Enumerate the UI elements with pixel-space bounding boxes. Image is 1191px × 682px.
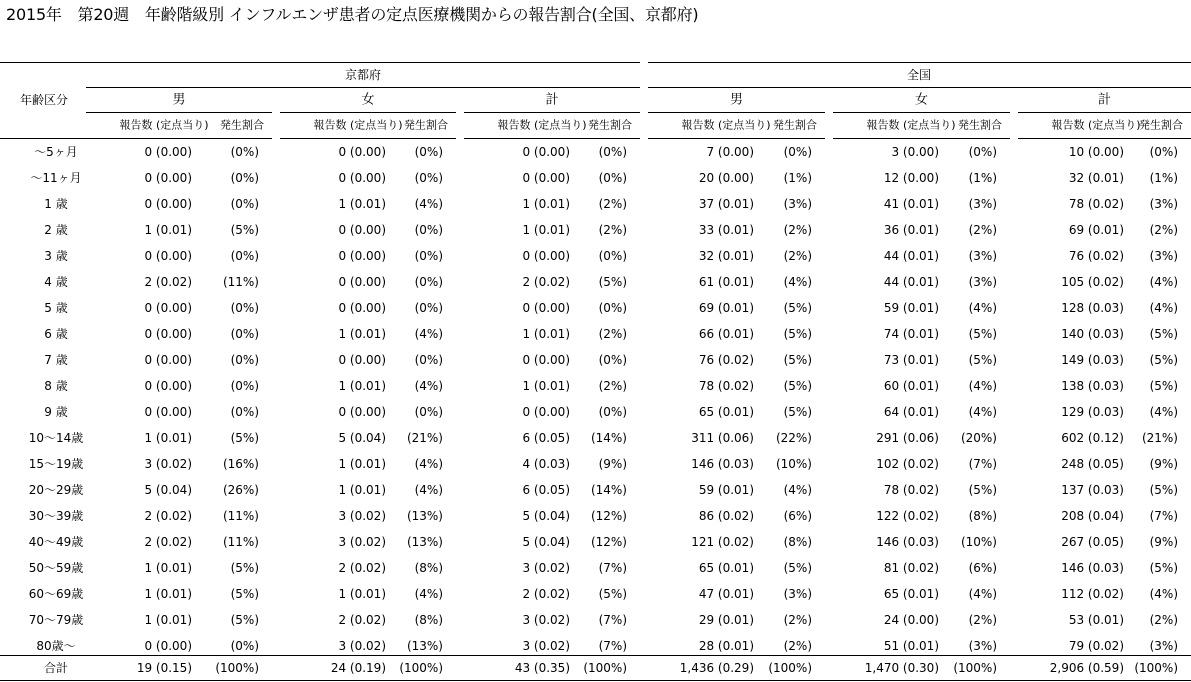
table-row-count: 0 (0.00) [144,327,192,341]
gender-header: 男 [172,92,186,108]
page-title: 2015年 第20週 年齢階級別 インフルエンザ患者の定点医療機関からの報告割合(全国、京都府) [6,5,699,24]
table-row-count: 0 (0.00) [522,353,570,367]
table-row-rate: (2%) [783,639,812,653]
count-column-header: 報告数 (定点当り) [681,118,771,132]
table-row-count: 1 (0.01) [522,197,570,211]
table-row-rate: (3%) [1149,197,1178,211]
table-row-rate: (0%) [414,249,443,263]
table-row-count: 5 (0.04) [338,431,386,445]
table-row-rate: (5%) [1149,327,1178,341]
table-row-rate: (4%) [414,379,443,393]
table-row-count: 65 (0.01) [883,587,939,601]
table-row-rate: (13%) [406,509,443,523]
table-row-rate: (5%) [598,587,627,601]
rate-column-header: 発生割合 [404,118,448,132]
table-row-rate: (0%) [414,405,443,419]
table-row-rate: (5%) [968,483,997,497]
table-row-rate: (3%) [783,587,812,601]
count-column-header: 報告数 (定点当り) [119,118,209,132]
table-row-count: 5 (0.04) [144,483,192,497]
table-row-count: 0 (0.00) [338,353,386,367]
table-row-rate: (5%) [598,275,627,289]
table-row-count: 76 (0.02) [1068,249,1124,263]
rate-column-header: 発生割合 [220,118,264,132]
table-row-count: 86 (0.02) [698,509,754,523]
table-row-count: 65 (0.01) [698,561,754,575]
table-row-rate: (0%) [230,197,259,211]
count-column-header: 報告数 (定点当り) [313,118,403,132]
total-row-count: 1,470 (0.30) [864,661,939,675]
table-row-rate: (5%) [1149,483,1178,497]
table-row-count: 69 (0.01) [1068,223,1124,237]
table-row-count: 64 (0.01) [883,405,939,419]
table-row-count: 311 (0.06) [691,431,754,445]
total-row-count: 43 (0.35) [514,661,570,675]
table-row-age-label: 9 歳 [44,405,68,419]
table-row-count: 1 (0.01) [338,483,386,497]
table-row-rate: (2%) [1149,613,1178,627]
table-row-rate: (0%) [968,145,997,159]
influenza-report-table [0,62,1191,682]
age-header: 年齢区分 [19,93,69,107]
table-row-count: 10 (0.00) [1068,145,1124,159]
count-column-header: 報告数 (定点当り) [497,118,587,132]
table-row-rate: (9%) [1149,535,1178,549]
table-row-rate: (2%) [598,223,627,237]
table-row-rate: (4%) [1149,275,1178,289]
table-row-rate: (2%) [783,613,812,627]
gender-header: 女 [361,92,375,108]
table-row-count: 128 (0.03) [1061,301,1124,315]
table-row-rate: (5%) [1149,379,1178,393]
table-row-count: 3 (0.00) [891,145,939,159]
table-row-rate: (6%) [783,509,812,523]
table-row-count: 1 (0.01) [522,379,570,393]
table-row-rate: (21%) [406,431,443,445]
table-row-count: 0 (0.00) [144,145,192,159]
table-row-age-label: 5 歳 [44,301,68,315]
table-row-rate: (0%) [1149,145,1178,159]
table-row-rate: (12%) [590,509,627,523]
table-row-rate: (5%) [968,353,997,367]
table-row-rate: (7%) [598,639,627,653]
table-row-count: 0 (0.00) [338,223,386,237]
table-row-count: 12 (0.00) [883,171,939,185]
table-row-count: 5 (0.04) [522,509,570,523]
table-row-count: 267 (0.05) [1061,535,1124,549]
table-row-count: 1 (0.01) [144,613,192,627]
table-text [20,67,1183,675]
table-row-rate: (3%) [783,197,812,211]
table-row-count: 33 (0.01) [698,223,754,237]
rate-column-header: 発生割合 [773,118,817,132]
table-row-count: 3 (0.02) [522,561,570,575]
table-row-count: 1 (0.01) [522,223,570,237]
table-row-age-label: 20〜29歳 [28,483,84,497]
table-row-count: 1 (0.01) [144,223,192,237]
table-row-rate: (0%) [598,301,627,315]
table-row-rate: (4%) [414,327,443,341]
table-row-count: 1 (0.01) [338,327,386,341]
gender-header: 女 [914,92,929,108]
table-row-count: 2 (0.02) [144,275,192,289]
table-row-count: 0 (0.00) [144,249,192,263]
table-row-rate: (5%) [1149,561,1178,575]
table-row-rate: (5%) [230,613,259,627]
table-row-count: 149 (0.03) [1061,353,1124,367]
table-row-count: 6 (0.05) [522,431,570,445]
table-row-rate: (4%) [414,197,443,211]
total-row-count: 24 (0.19) [330,661,386,675]
table-row-rate: (7%) [598,561,627,575]
table-row-rate: (0%) [230,249,259,263]
table-row-count: 121 (0.02) [691,535,754,549]
total-row-rate: (100%) [399,661,443,675]
table-row-count: 78 (0.02) [698,379,754,393]
table-row-rate: (4%) [968,405,997,419]
table-row-age-label: 15〜19歳 [28,457,84,471]
table-row-count: 32 (0.01) [1068,171,1124,185]
table-row-rate: (6%) [968,561,997,575]
table-row-rate: (3%) [968,639,997,653]
table-row-rate: (22%) [775,431,812,445]
table-row-rate: (2%) [783,223,812,237]
table-row-rate: (8%) [414,561,443,575]
table-row-count: 37 (0.01) [698,197,754,211]
table-row-count: 1 (0.01) [338,379,386,393]
table-row-rate: (11%) [222,535,259,549]
table-row-count: 0 (0.00) [522,301,570,315]
rate-column-header: 発生割合 [958,118,1002,132]
table-row-count: 0 (0.00) [338,145,386,159]
table-row-age-label: 4 歳 [44,275,68,289]
table-row-count: 1 (0.01) [522,327,570,341]
total-row-count: 19 (0.15) [136,661,192,675]
table-row-count: 0 (0.00) [522,405,570,419]
table-row-rate: (3%) [1149,639,1178,653]
table-row-count: 20 (0.00) [698,171,754,185]
table-row-count: 3 (0.02) [338,535,386,549]
table-row-count: 0 (0.00) [144,639,192,653]
table-row-count: 2 (0.02) [338,561,386,575]
total-row-rate: (100%) [768,661,812,675]
table-row-rate: (10%) [960,535,997,549]
table-row-rate: (3%) [968,197,997,211]
table-row-count: 24 (0.00) [883,613,939,627]
table-row-age-label: 60〜69歳 [28,587,84,601]
table-row-rate: (4%) [968,587,997,601]
table-row-rate: (0%) [230,171,259,185]
table-row-count: 0 (0.00) [144,301,192,315]
rate-column-header: 発生割合 [588,118,632,132]
table-row-count: 76 (0.02) [698,353,754,367]
table-row-count: 0 (0.00) [144,353,192,367]
table-row-age-label: 3 歳 [44,249,68,263]
total-row-rate: (100%) [1134,661,1178,675]
table-row-rate: (5%) [783,561,812,575]
table-row-count: 112 (0.02) [1061,587,1124,601]
table-row-count: 0 (0.00) [144,379,192,393]
table-row-age-label: 30〜39歳 [28,509,84,523]
table-row-count: 78 (0.02) [883,483,939,497]
table-row-rate: (0%) [414,171,443,185]
table-row-rate: (20%) [960,431,997,445]
table-row-rate: (7%) [598,613,627,627]
table-row-rate: (4%) [783,275,812,289]
table-row-count: 2 (0.02) [144,509,192,523]
table-row-rate: (4%) [1149,587,1178,601]
table-row-age-label: 〜11ヶ月 [30,171,82,185]
table-row-rate: (3%) [1149,249,1178,263]
table-row-rate: (5%) [968,327,997,341]
table-row-rate: (4%) [414,457,443,471]
table-row-count: 69 (0.01) [698,301,754,315]
table-row-count: 65 (0.01) [698,405,754,419]
table-row-count: 41 (0.01) [883,197,939,211]
table-row-count: 0 (0.00) [338,405,386,419]
table-row-rate: (2%) [598,379,627,393]
table-row-age-label: 2 歳 [44,223,68,237]
table-row-rate: (5%) [230,587,259,601]
total-row-count: 2,906 (0.59) [1049,661,1124,675]
table-row-count: 208 (0.04) [1061,509,1124,523]
region-header: 全国 [906,68,932,82]
table-row-rate: (0%) [414,275,443,289]
table-row-age-label: 40〜49歳 [28,535,84,549]
table-row-rate: (4%) [968,379,997,393]
table-row-age-label: 10〜14歳 [28,431,84,445]
table-row-rate: (0%) [230,405,259,419]
table-row-count: 44 (0.01) [883,249,939,263]
table-row-rate: (2%) [598,197,627,211]
table-row-rate: (0%) [230,379,259,393]
table-row-count: 4 (0.03) [522,457,570,471]
table-row-age-label: 6 歳 [44,327,68,341]
table-row-rate: (0%) [230,353,259,367]
table-row-rate: (13%) [406,535,443,549]
table-row-count: 1 (0.01) [144,431,192,445]
table-row-rate: (5%) [230,223,259,237]
table-row-rate: (14%) [590,483,627,497]
table-row-rate: (0%) [414,353,443,367]
table-row-rate: (0%) [230,639,259,653]
table-row-rate: (5%) [230,431,259,445]
table-row-count: 102 (0.02) [876,457,939,471]
table-row-rate: (4%) [414,483,443,497]
table-row-count: 0 (0.00) [522,145,570,159]
table-row-age-label: 80歳〜 [36,639,76,653]
table-row-age-label: 1 歳 [44,197,68,211]
table-row-count: 78 (0.02) [1068,197,1124,211]
table-row-count: 146 (0.03) [876,535,939,549]
table-row-age-label: 70〜79歳 [28,613,84,627]
table-row-rate: (8%) [968,509,997,523]
table-row-count: 146 (0.03) [691,457,754,471]
table-row-rate: (9%) [1149,457,1178,471]
table-row-count: 36 (0.01) [883,223,939,237]
table-row-count: 2 (0.02) [144,535,192,549]
table-row-rate: (0%) [598,405,627,419]
table-row-rate: (11%) [222,275,259,289]
table-row-rate: (0%) [598,249,627,263]
table-row-rate: (5%) [1149,353,1178,367]
region-header: 京都府 [344,68,382,82]
table-row-count: 129 (0.03) [1061,405,1124,419]
table-row-count: 248 (0.05) [1061,457,1124,471]
table-row-rate: (26%) [222,483,259,497]
gender-header: 計 [545,92,559,108]
table-row-count: 0 (0.00) [522,171,570,185]
table-row-count: 2 (0.02) [522,275,570,289]
table-row-rate: (8%) [783,535,812,549]
table-row-rate: (0%) [783,145,812,159]
table-row-count: 122 (0.02) [876,509,939,523]
table-row-count: 3 (0.02) [338,509,386,523]
table-row-count: 66 (0.01) [698,327,754,341]
table-row-rate: (3%) [968,275,997,289]
table-row-rate: (0%) [230,145,259,159]
table-row-count: 7 (0.00) [706,145,754,159]
table-row-count: 0 (0.00) [144,405,192,419]
table-row-count: 602 (0.12) [1061,431,1124,445]
table-row-count: 1 (0.01) [338,587,386,601]
table-row-count: 79 (0.02) [1068,639,1124,653]
table-row-rate: (3%) [968,249,997,263]
table-row-rate: (5%) [230,561,259,575]
table-row-rate: (13%) [406,639,443,653]
table-row-count: 140 (0.03) [1061,327,1124,341]
table-row-count: 3 (0.02) [522,639,570,653]
table-row-count: 2 (0.02) [522,587,570,601]
table-row-count: 0 (0.00) [338,301,386,315]
table-row-rate: (7%) [1149,509,1178,523]
table-row-count: 0 (0.00) [338,275,386,289]
table-row-count: 51 (0.01) [883,639,939,653]
table-row-count: 3 (0.02) [522,613,570,627]
table-row-rate: (4%) [968,301,997,315]
table-row-rate: (9%) [598,457,627,471]
table-row-age-label: 7 歳 [44,353,68,367]
rate-column-header: 発生割合 [1139,118,1183,132]
table-row-count: 137 (0.03) [1061,483,1124,497]
table-row-count: 44 (0.01) [883,275,939,289]
table-row-count: 28 (0.01) [698,639,754,653]
table-row-rate: (4%) [1149,405,1178,419]
table-row-rate: (4%) [1149,301,1178,315]
table-row-rate: (1%) [1149,171,1178,185]
table-row-rate: (0%) [230,327,259,341]
table-row-rate: (0%) [414,145,443,159]
table-row-rate: (4%) [783,483,812,497]
table-row-age-label: 50〜59歳 [28,561,84,575]
table-row-rate: (2%) [783,249,812,263]
table-row-count: 0 (0.00) [144,197,192,211]
table-row-rate: (2%) [598,327,627,341]
table-row-rate: (4%) [414,587,443,601]
total-row-age-label: 合計 [43,661,69,675]
table-row-count: 1 (0.01) [338,457,386,471]
table-row-count: 3 (0.02) [338,639,386,653]
table-row-rate: (5%) [783,379,812,393]
table-row-count: 0 (0.00) [522,249,570,263]
table-row-rate: (2%) [1149,223,1178,237]
gender-header: 男 [729,92,744,108]
table-row-count: 73 (0.01) [883,353,939,367]
table-row-count: 59 (0.01) [698,483,754,497]
table-row-rate: (5%) [783,327,812,341]
table-row-count: 53 (0.01) [1068,613,1124,627]
table-row-age-label: 〜5ヶ月 [34,145,78,159]
table-row-count: 47 (0.01) [698,587,754,601]
table-row-rate: (8%) [414,613,443,627]
table-row-count: 0 (0.00) [338,171,386,185]
table-row-count: 1 (0.01) [144,587,192,601]
total-row-rate: (100%) [583,661,627,675]
table-row-count: 59 (0.01) [883,301,939,315]
table-row-count: 29 (0.01) [698,613,754,627]
table-row-rate: (0%) [414,223,443,237]
table-row-age-label: 8 歳 [44,379,68,393]
table-row-rate: (12%) [590,535,627,549]
table-row-rate: (14%) [590,431,627,445]
table-row-rate: (21%) [1141,431,1178,445]
table-row-rate: (16%) [222,457,259,471]
table-row-count: 81 (0.02) [883,561,939,575]
total-row-count: 1,436 (0.29) [679,661,754,675]
table-row-count: 1 (0.01) [144,561,192,575]
table-row-count: 2 (0.02) [338,613,386,627]
table-row-count: 74 (0.01) [883,327,939,341]
table-row-count: 146 (0.03) [1061,561,1124,575]
table-row-rate: (10%) [775,457,812,471]
table-row-count: 5 (0.04) [522,535,570,549]
table-row-count: 138 (0.03) [1061,379,1124,393]
table-row-rate: (0%) [598,145,627,159]
table-row-count: 0 (0.00) [144,171,192,185]
table-row-rate: (2%) [968,223,997,237]
total-row-rate: (100%) [953,661,997,675]
table-row-rate: (0%) [414,301,443,315]
table-row-count: 60 (0.01) [883,379,939,393]
gender-header: 計 [1097,92,1112,108]
table-row-rate: (7%) [968,457,997,471]
table-row-count: 61 (0.01) [698,275,754,289]
table-row-rate: (0%) [230,301,259,315]
table-row-rate: (2%) [968,613,997,627]
table-row-rate: (5%) [783,405,812,419]
table-row-rate: (5%) [783,301,812,315]
table-row-rate: (1%) [783,171,812,185]
table-row-count: 32 (0.01) [698,249,754,263]
table-row-count: 105 (0.02) [1061,275,1124,289]
table-row-rate: (5%) [783,353,812,367]
table-row-rate: (11%) [222,509,259,523]
table-row-count: 291 (0.06) [876,431,939,445]
table-row-count: 3 (0.02) [144,457,192,471]
table-row-count: 6 (0.05) [522,483,570,497]
total-row-rate: (100%) [215,661,259,675]
table-row-count: 0 (0.00) [338,249,386,263]
count-column-header: 報告数 (定点当り) [866,118,956,132]
table-row-rate: (0%) [598,171,627,185]
table-row-count: 1 (0.01) [338,197,386,211]
count-column-header: 報告数 (定点当り) [1051,118,1141,132]
table-row-rate: (1%) [968,171,997,185]
table-row-rate: (0%) [598,353,627,367]
